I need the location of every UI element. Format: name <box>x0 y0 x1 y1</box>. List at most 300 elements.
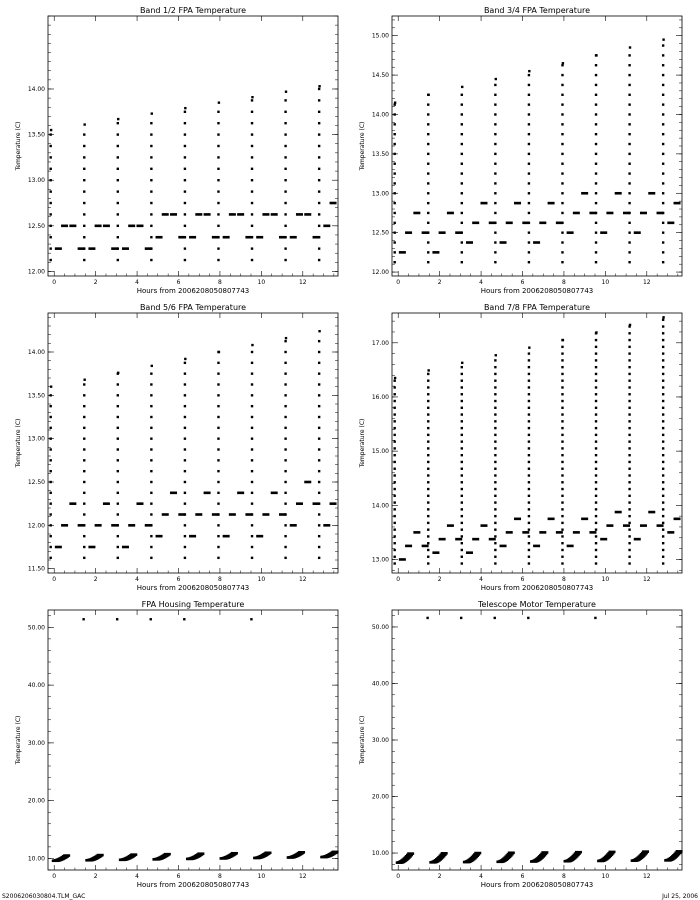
data-point <box>461 400 463 402</box>
data-point <box>184 372 186 374</box>
data-point <box>82 618 84 620</box>
data-point <box>561 182 563 184</box>
x-tick-label: 6 <box>176 576 181 583</box>
data-point <box>231 852 238 855</box>
data-point <box>318 362 320 364</box>
data-point <box>318 416 320 418</box>
data-point <box>662 407 664 409</box>
data-point <box>251 96 253 98</box>
data-point <box>262 213 269 216</box>
data-point <box>49 459 51 461</box>
data-point <box>184 546 186 548</box>
data-point <box>103 225 110 228</box>
data-point <box>318 179 320 181</box>
data-point <box>49 427 51 429</box>
data-point <box>184 225 186 227</box>
data-point <box>662 64 664 66</box>
data-point <box>662 556 664 558</box>
data-point <box>128 524 135 527</box>
data-point <box>217 535 219 537</box>
data-point <box>528 261 530 263</box>
data-point <box>117 133 119 135</box>
data-point <box>595 366 597 368</box>
data-point <box>427 535 429 537</box>
data-point <box>49 405 51 407</box>
data-point <box>251 405 253 407</box>
data-point <box>595 241 597 243</box>
y-axis-label: Temperature (C) <box>359 715 366 765</box>
data-point <box>595 542 597 544</box>
data-point <box>657 524 664 527</box>
data-point <box>461 366 463 368</box>
data-point <box>461 468 463 470</box>
data-point <box>184 513 186 515</box>
data-point <box>494 192 496 194</box>
data-point <box>489 538 496 541</box>
data-point <box>662 202 664 204</box>
data-point <box>628 535 630 537</box>
data-point <box>595 400 597 402</box>
data-point <box>561 352 563 354</box>
data-point <box>55 546 62 549</box>
data-point <box>494 407 496 409</box>
data-point <box>393 413 395 415</box>
data-point <box>561 94 563 96</box>
data-point <box>642 850 649 853</box>
data-point <box>494 481 496 483</box>
data-point <box>184 448 186 450</box>
y-tick-label: 13.00 <box>27 435 45 443</box>
data-point <box>184 213 186 215</box>
data-point <box>251 225 253 227</box>
data-point <box>394 101 396 103</box>
data-point <box>217 156 219 158</box>
data-point <box>461 481 463 483</box>
data-point <box>628 373 630 375</box>
x-tick-label: 8 <box>562 576 566 583</box>
chart-title: Band 3/4 FPA Temperature <box>483 6 591 15</box>
y-tick-label: 40.00 <box>371 680 389 688</box>
data-point <box>284 394 286 396</box>
data-point <box>561 393 563 395</box>
data-point <box>628 501 630 503</box>
data-point <box>528 454 530 456</box>
chart-panel-2 <box>359 6 682 295</box>
data-point <box>95 524 102 527</box>
data-point <box>461 549 463 551</box>
data-point <box>561 461 563 463</box>
data-point <box>251 481 253 483</box>
data-point <box>662 143 664 145</box>
data-point <box>427 542 429 544</box>
data-point <box>662 346 664 348</box>
data-point <box>117 492 119 494</box>
data-point <box>83 190 85 192</box>
data-point <box>217 236 219 238</box>
data-point <box>628 393 630 395</box>
data-point <box>217 492 219 494</box>
data-point <box>427 461 429 463</box>
data-point <box>595 440 597 442</box>
data-point <box>150 133 152 135</box>
data-point <box>284 405 286 407</box>
x-tick-label: 2 <box>93 279 98 286</box>
data-point <box>662 522 664 524</box>
data-point <box>284 156 286 158</box>
data-point <box>251 546 253 548</box>
data-point <box>427 427 429 429</box>
data-point <box>561 501 563 503</box>
data-point <box>284 351 286 353</box>
data-point <box>528 94 530 96</box>
x-tick-label: 0 <box>52 576 57 583</box>
data-point <box>494 366 496 368</box>
x-tick-label: 0 <box>396 873 401 880</box>
data-point <box>217 213 219 215</box>
data-point <box>494 123 496 125</box>
data-point <box>284 340 286 342</box>
data-point <box>83 259 85 261</box>
data-point <box>562 62 564 64</box>
data-point <box>49 524 51 526</box>
data-point <box>589 531 596 534</box>
data-point <box>393 549 395 551</box>
data-point <box>103 502 110 505</box>
data-point <box>634 231 641 234</box>
data-point <box>581 518 588 521</box>
data-point <box>494 461 496 463</box>
data-point <box>83 416 85 418</box>
data-point <box>556 531 563 534</box>
data-point <box>561 359 563 361</box>
y-tick-label: 13.00 <box>371 556 389 564</box>
data-point <box>595 94 597 96</box>
data-point <box>318 156 320 158</box>
data-point <box>595 420 597 422</box>
data-point <box>628 562 630 564</box>
x-tick-label: 4 <box>135 576 139 583</box>
data-point <box>561 192 563 194</box>
data-point <box>217 427 219 429</box>
data-point <box>393 542 395 544</box>
data-point <box>494 549 496 551</box>
data-point <box>461 231 463 233</box>
data-point <box>595 515 597 517</box>
data-point <box>251 557 253 559</box>
data-point <box>83 168 85 170</box>
data-point <box>251 247 253 249</box>
data-point <box>628 84 630 86</box>
data-point <box>628 556 630 558</box>
data-point <box>648 192 655 195</box>
data-point <box>494 413 496 415</box>
data-point <box>69 502 76 505</box>
data-point <box>427 192 429 194</box>
data-point <box>662 386 664 388</box>
data-point <box>150 557 152 559</box>
data-point <box>595 182 597 184</box>
data-point <box>494 386 496 388</box>
data-point <box>595 488 597 490</box>
data-point <box>304 481 311 484</box>
data-point <box>318 88 320 90</box>
data-point <box>628 222 630 224</box>
data-point <box>117 524 119 526</box>
data-point <box>204 492 211 495</box>
data-point <box>494 535 496 537</box>
data-point <box>184 535 186 537</box>
data-point <box>184 111 186 113</box>
data-point <box>595 84 597 86</box>
data-point <box>318 111 320 113</box>
data-point <box>427 515 429 517</box>
data-point <box>662 461 664 463</box>
data-point <box>184 470 186 472</box>
y-tick-label: 12.00 <box>371 269 389 277</box>
data-point <box>49 448 51 450</box>
data-point <box>595 528 597 530</box>
data-point <box>595 346 597 348</box>
y-tick-label: 15.00 <box>371 448 389 456</box>
data-point <box>648 511 655 514</box>
data-point <box>55 247 62 250</box>
data-point <box>393 172 395 174</box>
data-point <box>83 557 85 559</box>
chart-title: Band 5/6 FPA Temperature <box>139 303 247 312</box>
data-point <box>461 474 463 476</box>
data-point <box>461 94 463 96</box>
data-point <box>49 546 51 548</box>
data-point <box>332 851 339 854</box>
data-point <box>676 850 683 853</box>
data-point <box>628 332 630 334</box>
data-point <box>117 535 119 537</box>
data-point <box>284 383 286 385</box>
x-tick-label: 10 <box>601 576 610 583</box>
data-point <box>494 261 496 263</box>
data-point <box>528 143 530 145</box>
data-point <box>427 556 429 558</box>
data-point <box>500 241 507 244</box>
data-point <box>83 247 85 249</box>
data-point <box>150 427 152 429</box>
data-point <box>330 202 337 205</box>
data-point <box>217 459 219 461</box>
data-point <box>461 420 463 422</box>
data-point <box>528 427 530 429</box>
data-point <box>628 461 630 463</box>
data-point <box>256 236 263 239</box>
data-point <box>393 163 395 165</box>
x-tick-label: 4 <box>479 279 483 286</box>
data-point <box>461 528 463 530</box>
data-point <box>251 145 253 147</box>
y-tick-label: 13.50 <box>27 392 45 400</box>
data-point <box>494 94 496 96</box>
data-point <box>595 222 597 224</box>
data-point <box>49 156 51 158</box>
y-tick-label: 30.00 <box>371 737 389 744</box>
data-point <box>318 259 320 261</box>
data-point <box>595 54 597 56</box>
data-point <box>628 413 630 415</box>
y-tick-label: 13.50 <box>371 150 389 158</box>
data-point <box>441 852 448 855</box>
data-point <box>284 535 286 537</box>
data-point <box>318 394 320 396</box>
data-point <box>117 179 119 181</box>
data-point <box>528 440 530 442</box>
data-point <box>49 236 51 238</box>
data-point <box>494 528 496 530</box>
data-point <box>561 74 563 76</box>
data-point <box>628 182 630 184</box>
data-point <box>561 133 563 135</box>
data-point <box>595 407 597 409</box>
data-point <box>528 562 530 564</box>
data-point <box>628 420 630 422</box>
data-point <box>284 481 286 483</box>
x-tick-label: 6 <box>176 873 181 880</box>
data-point <box>150 416 152 418</box>
data-point <box>393 495 395 497</box>
data-point <box>237 213 244 216</box>
data-point <box>150 202 152 204</box>
data-point <box>183 618 185 620</box>
data-point <box>184 502 186 504</box>
data-point <box>595 331 597 333</box>
data-point <box>561 241 563 243</box>
data-point <box>466 551 473 554</box>
x-tick-label: 12 <box>642 576 651 583</box>
data-point <box>494 143 496 145</box>
data-point <box>561 495 563 497</box>
data-point <box>528 113 530 115</box>
data-point <box>662 103 664 105</box>
data-point <box>117 481 119 483</box>
data-point <box>97 854 104 857</box>
data-point <box>184 524 186 526</box>
data-point <box>461 261 463 263</box>
data-point <box>595 508 597 510</box>
data-point <box>184 481 186 483</box>
data-point <box>461 380 463 382</box>
data-point <box>595 339 597 341</box>
data-point <box>427 413 429 415</box>
data-point <box>561 212 563 214</box>
data-point <box>595 495 597 497</box>
data-point <box>271 492 278 495</box>
y-tick-label: 10.00 <box>27 855 45 863</box>
data-point <box>461 454 463 456</box>
data-point <box>318 524 320 526</box>
data-point <box>595 113 597 115</box>
data-point <box>662 454 664 456</box>
data-point <box>662 434 664 436</box>
data-point <box>50 129 52 131</box>
data-point <box>284 213 286 215</box>
x-tick-label: 10 <box>257 873 266 880</box>
y-tick-label: 40.00 <box>27 682 45 690</box>
data-point <box>494 222 496 224</box>
data-point <box>662 316 664 318</box>
data-point <box>284 111 286 113</box>
data-point <box>184 122 186 124</box>
data-point <box>606 212 613 215</box>
data-point <box>528 212 530 214</box>
data-point <box>217 502 219 504</box>
data-point <box>628 380 630 382</box>
data-point <box>528 535 530 537</box>
data-point <box>217 259 219 261</box>
data-point <box>561 427 563 429</box>
data-point <box>251 156 253 158</box>
y-tick-label: 12.50 <box>27 479 45 486</box>
data-point <box>581 192 588 195</box>
data-point <box>561 454 563 456</box>
data-point <box>494 182 496 184</box>
data-point <box>49 179 51 181</box>
data-point <box>629 324 631 326</box>
data-point <box>427 495 429 497</box>
data-point <box>461 461 463 463</box>
data-point <box>251 448 253 450</box>
data-point <box>251 213 253 215</box>
data-point <box>461 562 463 564</box>
data-point <box>628 440 630 442</box>
data-point <box>662 400 664 402</box>
data-point <box>461 123 463 125</box>
data-point <box>117 168 119 170</box>
data-point <box>151 365 153 367</box>
data-point <box>561 366 563 368</box>
data-point <box>150 247 152 249</box>
data-point <box>662 163 664 165</box>
data-point <box>427 103 429 105</box>
data-point <box>49 535 51 537</box>
data-point <box>393 447 395 449</box>
data-point <box>494 103 496 105</box>
x-tick-label: 8 <box>562 279 566 286</box>
data-point <box>623 524 630 527</box>
data-point <box>561 123 563 125</box>
x-tick-label: 4 <box>479 873 483 880</box>
data-point <box>393 261 395 263</box>
data-point <box>184 405 186 407</box>
data-point <box>662 123 664 125</box>
data-point <box>223 236 230 239</box>
data-point <box>461 202 463 204</box>
data-point <box>427 508 429 510</box>
data-point <box>393 461 395 463</box>
data-point <box>628 94 630 96</box>
data-point <box>427 474 429 476</box>
data-point <box>628 153 630 155</box>
data-point <box>117 118 119 120</box>
chart-panel-1 <box>15 6 338 295</box>
x-axis-label: Hours from 2006208050807743 <box>480 584 594 592</box>
data-point <box>561 386 563 388</box>
data-point <box>284 557 286 559</box>
data-point <box>318 383 320 385</box>
data-point <box>284 513 286 515</box>
data-point <box>662 549 664 551</box>
data-point <box>662 94 664 96</box>
data-point <box>117 122 119 124</box>
x-tick-label: 12 <box>298 576 307 583</box>
data-point <box>318 168 320 170</box>
data-point <box>49 502 51 504</box>
